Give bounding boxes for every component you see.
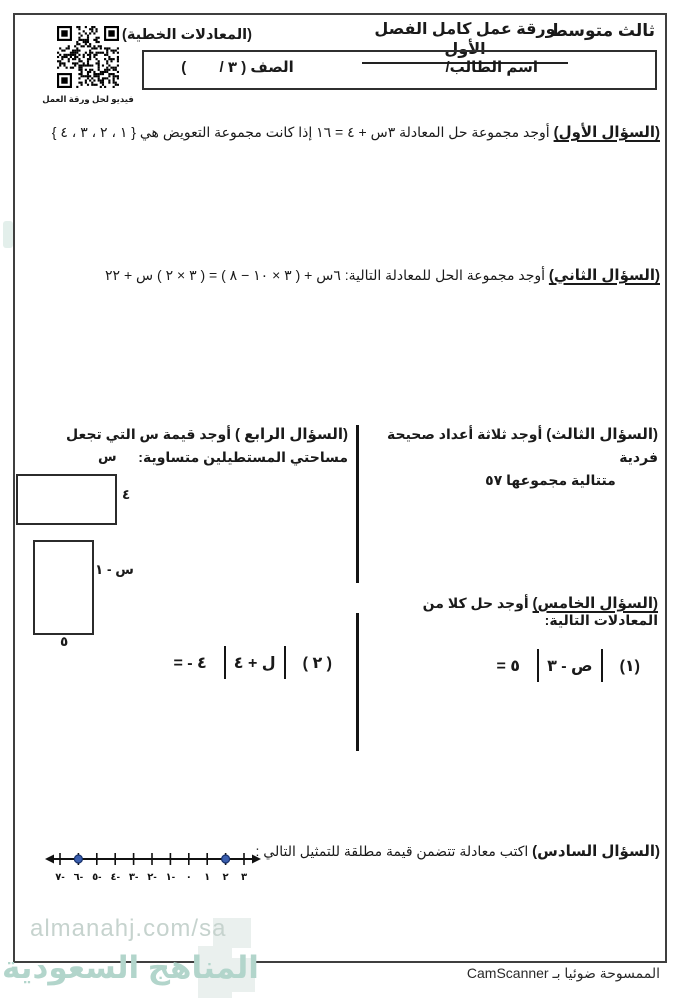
svg-text:٦-: ٦- xyxy=(73,872,84,883)
svg-text:٥-: ٥- xyxy=(92,872,102,883)
question-4 xyxy=(30,423,348,469)
question-3 xyxy=(365,423,658,492)
svg-text:١-: ١- xyxy=(165,872,176,883)
equation-2-number: ( ٢ ) xyxy=(302,654,332,672)
equation-2-inside: ل + ٤ xyxy=(233,654,276,672)
svg-text:٠: ٠ xyxy=(185,872,192,883)
worksheet-title: ورقة عمل كامل الفصل الأول xyxy=(362,19,568,64)
svg-text:٢-: ٢- xyxy=(147,872,157,883)
watermark-brand: المناهج السعودية xyxy=(2,950,259,985)
svg-text:٣-: ٣- xyxy=(128,872,139,883)
question-5-equation-1 xyxy=(497,649,641,682)
question-1-label: (السؤال الأول) xyxy=(553,124,660,141)
rectangle-2 xyxy=(33,540,94,635)
topic-label: (المعادلات الخطية) xyxy=(122,27,252,43)
rect2-height-label: س - ١ xyxy=(95,562,134,577)
question-5-label: (السؤال الخامس) xyxy=(532,595,658,612)
question-2 xyxy=(40,266,660,284)
grade-label: ثالث متوسط xyxy=(550,21,655,40)
column-divider-bottom xyxy=(356,613,359,751)
question-4-line1: (السؤال الرابع ) أوجد قيمة س التي تجعل xyxy=(66,426,348,443)
camscanner-footer: الممسوحة ضوئيا بـ CamScanner xyxy=(466,965,660,981)
rectangle-1 xyxy=(16,474,117,525)
rect1-height-label: ٤ xyxy=(122,487,131,502)
abs-bar-icon xyxy=(224,646,226,679)
absolute-value-group xyxy=(529,649,611,682)
question-2-text: أوجد مجموعة الحل للمعادلة التالية: ٦س + ( ٣ × ١٠ − ٨ ) = ( ٣ × ٢ ) س + ٢٢ xyxy=(105,267,546,283)
question-4-label: (السؤال الرابع ) xyxy=(234,426,348,443)
question-5-equation-2 xyxy=(173,646,332,679)
svg-text:١: ١ xyxy=(204,872,211,883)
question-3-line2: متتالية مجموعها ٥٧ xyxy=(485,472,616,488)
rect1-width-label: س xyxy=(98,449,117,464)
svg-text:٣: ٣ xyxy=(240,872,248,883)
question-1 xyxy=(40,123,660,141)
column-divider-top xyxy=(356,425,359,583)
svg-text:٢: ٢ xyxy=(222,872,229,883)
rect2-width-label: ٥ xyxy=(60,634,69,649)
svg-text:٤-: ٤- xyxy=(110,872,120,883)
equation-1-number: (١) xyxy=(619,657,640,675)
question-3-line1: (السؤال الثالث) أوجد ثلاثة أعداد صحيحة فردية xyxy=(386,426,658,465)
qr-code xyxy=(57,26,119,88)
student-name-label: اسم الطالب/ xyxy=(445,59,538,76)
absolute-value-group xyxy=(216,646,294,679)
question-1-text: أوجد مجموعة حل المعادلة ٣س + ٤ = ١٦ إذا كانت مجموعة التعويض هي { ١ ، ٢ ، ٣ ، ٤ } xyxy=(51,124,550,140)
svg-text:٧-: ٧- xyxy=(55,872,65,883)
watermark-url: almanahj.com/sa xyxy=(30,915,227,942)
question-4-line2: مساحتي المستطيلين متساوية: xyxy=(138,449,348,465)
abs-bar-icon xyxy=(284,646,286,679)
number-line xyxy=(44,845,262,887)
question-3-label: (السؤال الثالث) xyxy=(546,426,658,443)
question-6-label: (السؤال السادس) xyxy=(532,843,660,860)
abs-bar-icon xyxy=(537,649,539,682)
abs-bar-icon xyxy=(601,649,603,682)
qr-caption: فيديو لحل ورقة العمل xyxy=(42,94,134,104)
equation-2-rhs: = - ٤ xyxy=(173,654,207,672)
edge-watermark-smudge xyxy=(3,221,13,248)
class-label: الصف ( ٣ / ) xyxy=(181,59,294,76)
question-5 xyxy=(360,594,658,629)
question-2-label: (السؤال الثاني) xyxy=(548,267,660,284)
question-6-text: اكتب معادلة تتضمن قيمة مطلقة للتمثيل التالي : xyxy=(255,843,529,859)
equation-1-rhs: = ٥ xyxy=(496,657,521,675)
question-5-text: أوجد حل كلا من المعادلات التالية: xyxy=(422,595,658,628)
equation-1-inside: ص - ٣ xyxy=(547,657,593,675)
